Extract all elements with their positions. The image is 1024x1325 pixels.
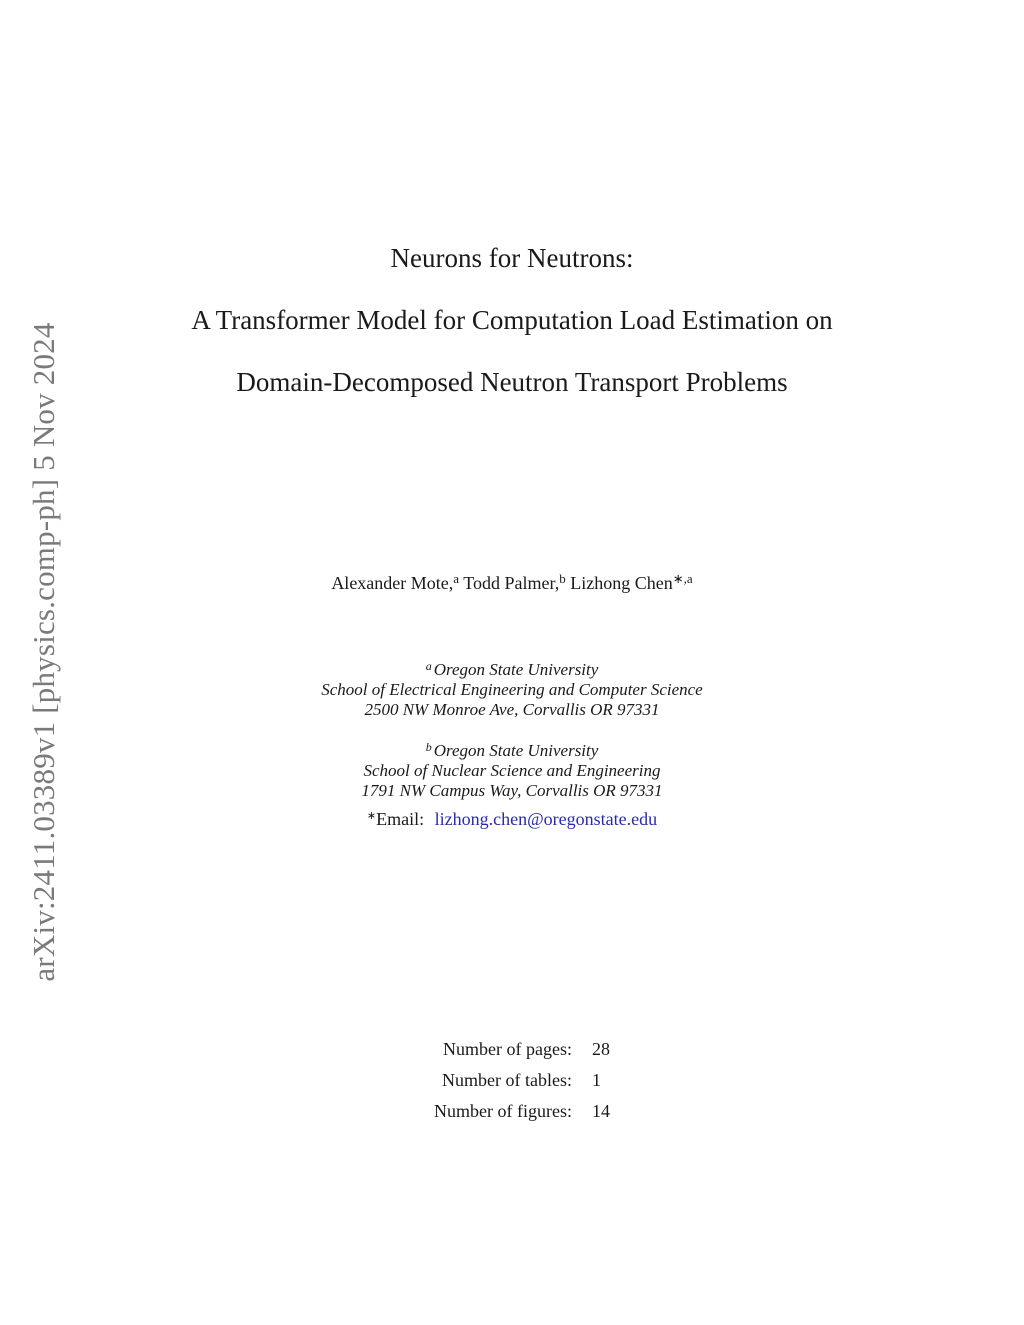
affiliation-line: 1791 NW Campus Way, Corvallis OR 97331 <box>361 781 663 800</box>
author-name: Lizhong Chen <box>570 573 673 593</box>
affiliation-line: School of Nuclear Science and Engineering <box>363 761 661 780</box>
count-value: 28 <box>592 1039 610 1059</box>
affiliation-mark: a <box>453 571 460 586</box>
affiliation-b <box>0 737 1024 801</box>
count-label: Number of figures: <box>434 1101 572 1121</box>
manuscript-counts <box>400 1036 652 1129</box>
title-line-2: A Transformer Model for Computation Load Estimation on <box>191 305 833 335</box>
author-name: Alexander Mote, <box>331 573 454 593</box>
corresponding-email <box>0 809 1024 830</box>
affiliation-mark: a <box>425 659 432 673</box>
count-value: 1 <box>592 1070 601 1090</box>
affiliation-line: Oregon State University <box>433 741 599 760</box>
affiliation-line: Oregon State University <box>433 660 599 679</box>
affiliation-line: 2500 NW Monroe Ave, Corvallis OR 97331 <box>364 700 660 719</box>
paper-title <box>0 240 1024 426</box>
email-link[interactable]: lizhong.chen@oregonstate.edu <box>434 809 658 829</box>
affiliation-line: School of Electrical Engineering and Computer Science <box>321 680 703 699</box>
count-label: Number of tables: <box>442 1070 572 1090</box>
title-line-1: Neurons for Neutrons: <box>390 243 634 273</box>
email-label: Email: <box>376 809 425 829</box>
affiliation-mark: ∗,a <box>672 571 693 586</box>
count-row <box>400 1098 652 1129</box>
title-line-3: Domain-Decomposed Neutron Transport Problems <box>236 367 788 397</box>
affiliation-a <box>0 656 1024 720</box>
count-label: Number of pages: <box>443 1039 572 1059</box>
corresponding-mark: ∗ <box>366 810 377 822</box>
count-row <box>400 1036 652 1067</box>
affiliation-mark: b <box>425 740 432 754</box>
arxiv-identifier-stamp: arXiv:2411.03389v1 [physics.comp-ph] 5 Nov 2024 <box>26 322 61 982</box>
affiliation-mark: b <box>559 571 566 586</box>
count-value: 14 <box>592 1101 610 1121</box>
author-name: Todd Palmer, <box>463 573 560 593</box>
count-row <box>400 1067 652 1098</box>
author-list <box>0 571 1024 594</box>
